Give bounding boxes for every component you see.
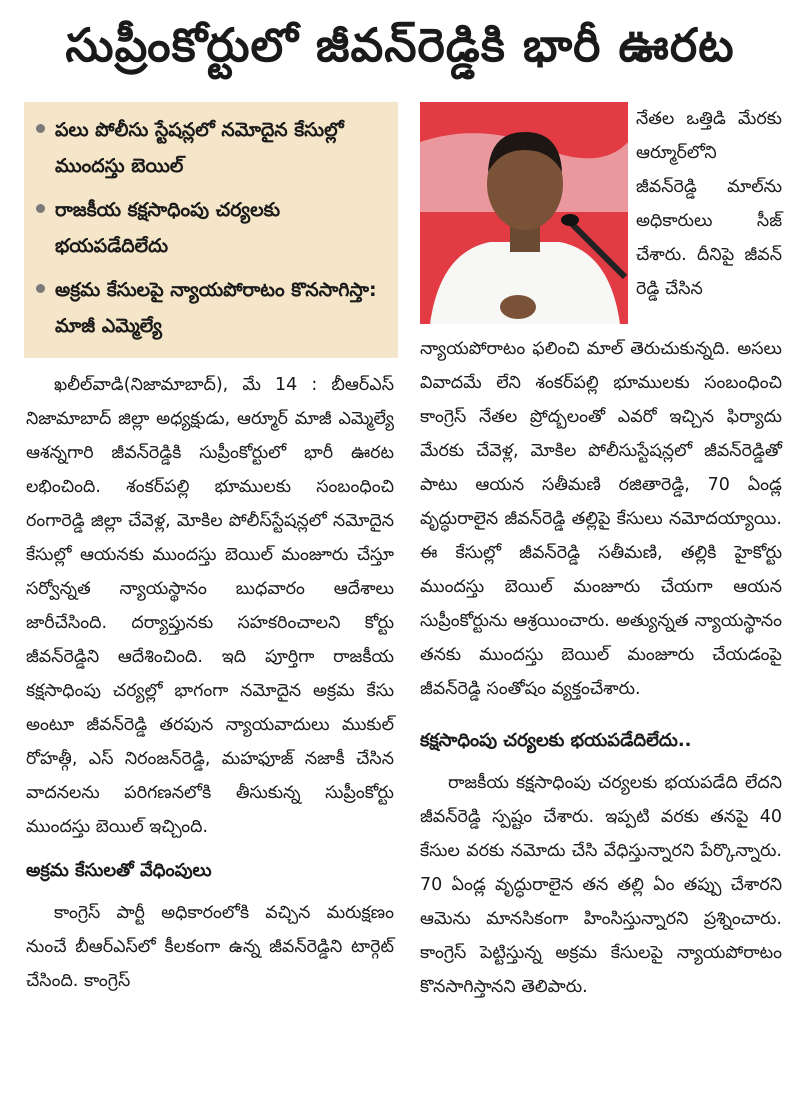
highlight-item <box>36 192 388 264</box>
highlight-item <box>36 112 388 184</box>
paragraph: నేతల ఒత్తిడి మేరకు ఆర్మూర్‌లోని జీవన్‌రెడ్డి మాల్‌ను అధికారులు సీజ్ చేశారు. దీనిపై జీవన్ రెడ్డి చేసిన <box>636 109 782 299</box>
paragraph: న్యాయపోరాటం ఫలించి మాల్ తెరుచుకున్నది. అసలు వివాదమే లేని శంకర్‌పల్లి భూములకు సంబంధించి కాంగ్రెస్ నేతల ప్రోద్బలంతో ఎవరో ఇచ్చిన ఫిర్యాదు మేరకు చేవెళ్ల, మోకిల పోలీసుస్టేషన్లలో జీవన్‌రెడ్డితో పాటు ఆయన సతీమణి రజితారెడ్డి, 70 ఏండ్ల వృద్ధురాలైన జీవన్‌రెడ్డి తల్లిపై కేసులు నమోదయ్యాయి. ఈ కేసుల్లో జీవన్‌రెడ్డి సతీమణి, తల్లికి హైకోర్టు ముందస్తు బెయిల్ మంజూరు చేయగా ఆయన సుప్రీంకోర్టును ఆశ్రయించారు. అత్యున్నత న్యాయస్థానం తనకు ముందస్తు బెయిల్ మంజూరు చేయడంపై జీవన్‌రెడ్డి సంతోషం వ్యక్తంచేశారు. <box>420 339 782 699</box>
headline: సుప్రీంకోర్టులో జీవన్‌రెడ్డికి భారీ ఊరట <box>65 18 735 72</box>
column-1 <box>26 368 394 998</box>
highlights-box <box>24 102 398 358</box>
bullet-icon <box>36 284 45 293</box>
highlight-text: పలు పోలీసు స్టేషన్లలో నమోదైన కేసుల్లో ముందస్తు బెయిల్ <box>55 119 344 177</box>
paragraph: ఖలీల్‌వాడి(నిజామాబాద్), మే 14 : బీఆర్‌ఎస్ నిజామాబాద్ జిల్లా అధ్యక్షుడు, ఆర్మూర్ మాజీ ఎమ్మెల్యే ఆశన్నగారి జీవన్‌రెడ్డికి సుప్రీంకోర్టులో భారీ ఊరట లభించింది. శంకర్‌పల్లి భూములకు సంబంధించి రంగారెడ్డి జిల్లా చేవెళ్ల, మోకిల పోలీస్‌స్టేషన్లలో నమోదైన కేసుల్లో ఆయనకు ముందస్తు బెయిల్ మంజూరు చేస్తూ సర్వోన్నత న్యాయస్థానం బుధవారం ఆదేశాలు జారీచేసింది. దర్యాప్తునకు సహకరించాలని కోర్టు జీవన్‌రెడ్డిని ఆదేశించింది. ఇది పూర్తిగా రాజకీయ కక్షసాధింపు చర్యల్లో భాగంగా నమోదైన అక్రమ కేసు అంటూ జీవన్‌రెడ్డి తరపున న్యాయవాదులు ముకుల్ రోహత్గీ, ఎస్ నిరంజన్‌రెడ్డి, మహఫూజ్ నజాకీ చేసిన వాదనలను పరిగణనలోకి తీసుకున్న సుప్రీంకోర్టు ముందస్తు బెయిల్ ఇచ్చింది. <box>26 375 394 837</box>
bullet-icon <box>36 204 45 213</box>
highlight-item <box>36 272 388 344</box>
bullet-icon <box>36 124 45 133</box>
highlight-text: రాజకీయ కక్షసాధింపు చర్యలకు భయపడేదిలేదు <box>55 199 281 257</box>
speaker-photo <box>420 102 628 324</box>
paragraph: కాంగ్రెస్ పార్టీ అధికారంలోకి వచ్చిన మరుక్షణం నుంచే బీఆర్‌ఎస్‌లో కీలకంగా ఉన్న జీవన్‌రెడ్డిని టార్గెట్ చేసింది. కాంగ్రెస్ <box>26 903 394 991</box>
column-2 <box>420 332 782 1004</box>
highlight-text: అక్రమ కేసులపై న్యాయపోరాటం కొనసాగిస్తా: మాజీ ఎమ్మెల్యే <box>55 279 377 337</box>
subheading: అక్రమ కేసులతో వేధింపులు <box>26 860 212 881</box>
paragraph: రాజకీయ కక్షసాధింపు చర్యలకు భయపడేది లేదని జీవన్‌రెడ్డి స్పష్టం చేశారు. ఇప్పటి వరకు తనపై 40 కేసుల వరకు నమోదు చేసి వేధిస్తున్నారని పేర్కొన్నారు. 70 ఏండ్ల వృద్ధురాలైన తన తల్లి ఏం తప్పు చేశారని ఆమెను మానసికంగా హింసిస్తున్నారని ప్రశ్నించారు. కాంగ్రెస్ పెట్టిస్తున్న అక్రమ కేసులపై న్యాయపోరాటం కొనసాగిస్తానని తెలిపారు. <box>420 773 782 997</box>
speaker-at-microphone-photo <box>420 102 628 324</box>
subheading: కక్షసాధింపు చర్యలకు భయపడేదిలేదు.. <box>420 730 692 751</box>
column-2-top-text <box>636 102 782 306</box>
